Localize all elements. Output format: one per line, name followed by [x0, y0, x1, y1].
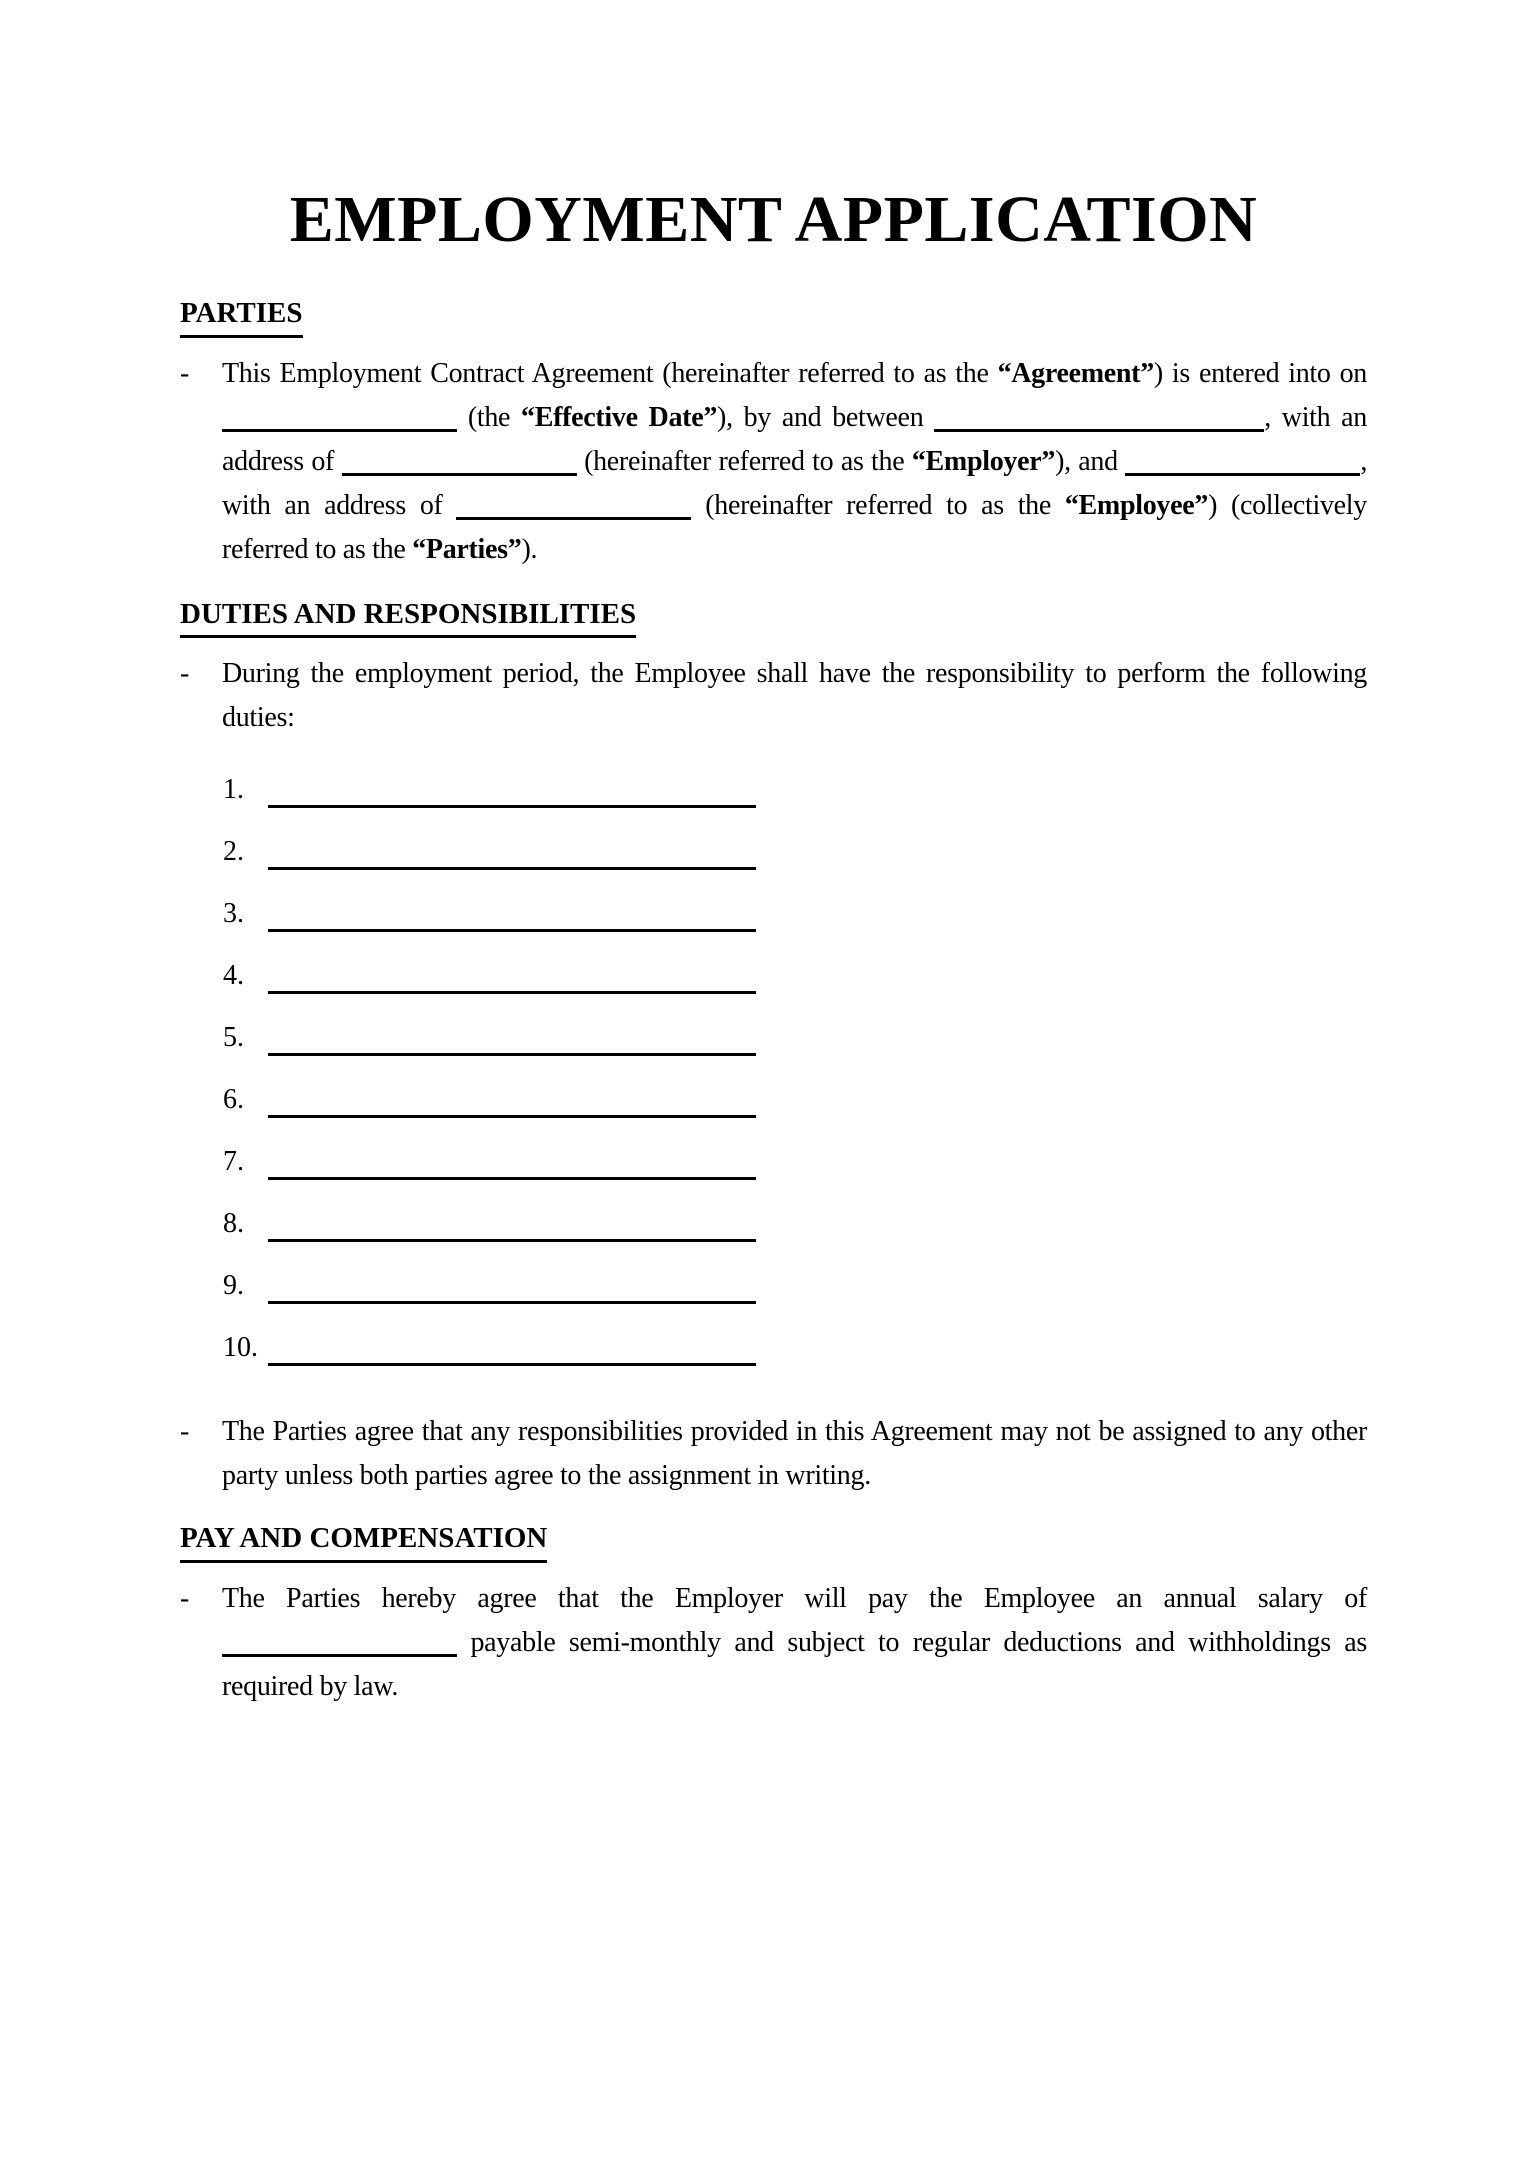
section-heading-pay: [180, 1520, 1367, 1563]
duty-fill-in-line[interactable]: [268, 1323, 756, 1366]
duty-fill-in-line[interactable]: [268, 1013, 756, 1056]
duty-item-number: 10.: [223, 1332, 258, 1364]
duties-numbered-list: [223, 746, 1367, 1366]
duty-item-row: [223, 1180, 1367, 1242]
fill-in-blank[interactable]: [1125, 443, 1360, 476]
document-title: EMPLOYMENT APPLICATION: [289, 183, 1258, 256]
section-heading-duties-text: DUTIES AND RESPONSIBILITIES: [180, 596, 636, 639]
duty-item-number: 3.: [223, 898, 244, 930]
duty-item-row: [223, 1242, 1367, 1304]
bold-defined-term: “Effective Date”: [521, 401, 718, 433]
section-heading-duties: [180, 596, 1367, 639]
document-page: [0, 183, 1530, 2163]
duty-fill-in-line[interactable]: [268, 765, 756, 808]
duty-fill-in-line[interactable]: [268, 827, 756, 870]
bold-defined-term: “Agreement”: [997, 357, 1154, 389]
bullet-dash: -: [180, 1416, 190, 1448]
duty-fill-in-line[interactable]: [268, 951, 756, 994]
duty-item-row: [223, 870, 1367, 932]
bold-defined-term: “Employer”: [911, 445, 1056, 477]
duty-item-number: 6.: [223, 1084, 244, 1116]
duty-item-row: [223, 932, 1367, 994]
duty-item-number: 8.: [223, 1208, 244, 1240]
parties-clause: [180, 352, 1367, 572]
duty-fill-in-line[interactable]: [268, 1137, 756, 1180]
duty-item-row: [223, 746, 1367, 808]
duties-intro-clause: [180, 652, 1367, 740]
duty-item-row: [223, 994, 1367, 1056]
fill-in-blank[interactable]: [456, 487, 691, 520]
section-heading-parties-text: PARTIES: [180, 295, 303, 338]
duty-fill-in-line[interactable]: [268, 889, 756, 932]
section-heading-pay-text: PAY AND COMPENSATION: [180, 1520, 547, 1563]
pay-clause: [180, 1577, 1367, 1709]
duty-fill-in-line[interactable]: [268, 1199, 756, 1242]
duty-fill-in-line[interactable]: [268, 1075, 756, 1118]
parties-paragraph: This Employment Contract Agreement (hereinafter referred to as the “Agreement”) is entered into on (the “Effective Date”), by and between , with an address of (hereinafter referred to as the “Employer”), and , with an address of (hereinafter referred to as the “Employee”) (collectively referred to as the “Parties”).: [222, 357, 1368, 565]
fill-in-blank[interactable]: [222, 399, 457, 432]
duty-item-number: 4.: [223, 960, 244, 992]
duty-item-row: [223, 1118, 1367, 1180]
fill-in-blank[interactable]: [222, 1624, 457, 1657]
duty-item-row: [223, 808, 1367, 870]
assignment-clause: [180, 1410, 1367, 1498]
duty-item-row: [223, 1304, 1367, 1366]
bullet-dash: -: [180, 1582, 190, 1614]
duty-item-number: 9.: [223, 1270, 244, 1302]
bullet-dash: -: [180, 357, 190, 389]
bullet-dash: -: [180, 658, 190, 690]
pay-paragraph: The Parties hereby agree that the Employer will pay the Employee an annual salary of payable semi-monthly and subject to regular deductions and withholdings as required by law.: [222, 1582, 1367, 1702]
duty-item-number: 7.: [223, 1146, 244, 1178]
fill-in-blank[interactable]: [934, 399, 1264, 432]
duty-item-number: 2.: [223, 836, 244, 868]
duty-item-row: [223, 1056, 1367, 1118]
bold-defined-term: “Employee”: [1064, 489, 1209, 521]
duty-item-number: 1.: [223, 774, 244, 806]
duty-item-number: 5.: [223, 1022, 244, 1054]
bold-defined-term: “Parties”: [412, 533, 522, 565]
assignment-paragraph: The Parties agree that any responsibilities provided in this Agreement may not be assigned to any other party unless both parties agree to the assignment in writing.: [222, 1416, 1367, 1492]
fill-in-blank[interactable]: [342, 443, 577, 476]
duty-fill-in-line[interactable]: [268, 1261, 756, 1304]
section-heading-parties: [180, 295, 1367, 338]
duties-intro-paragraph: During the employment period, the Employee shall have the responsibility to perform the following duties:: [222, 658, 1367, 734]
